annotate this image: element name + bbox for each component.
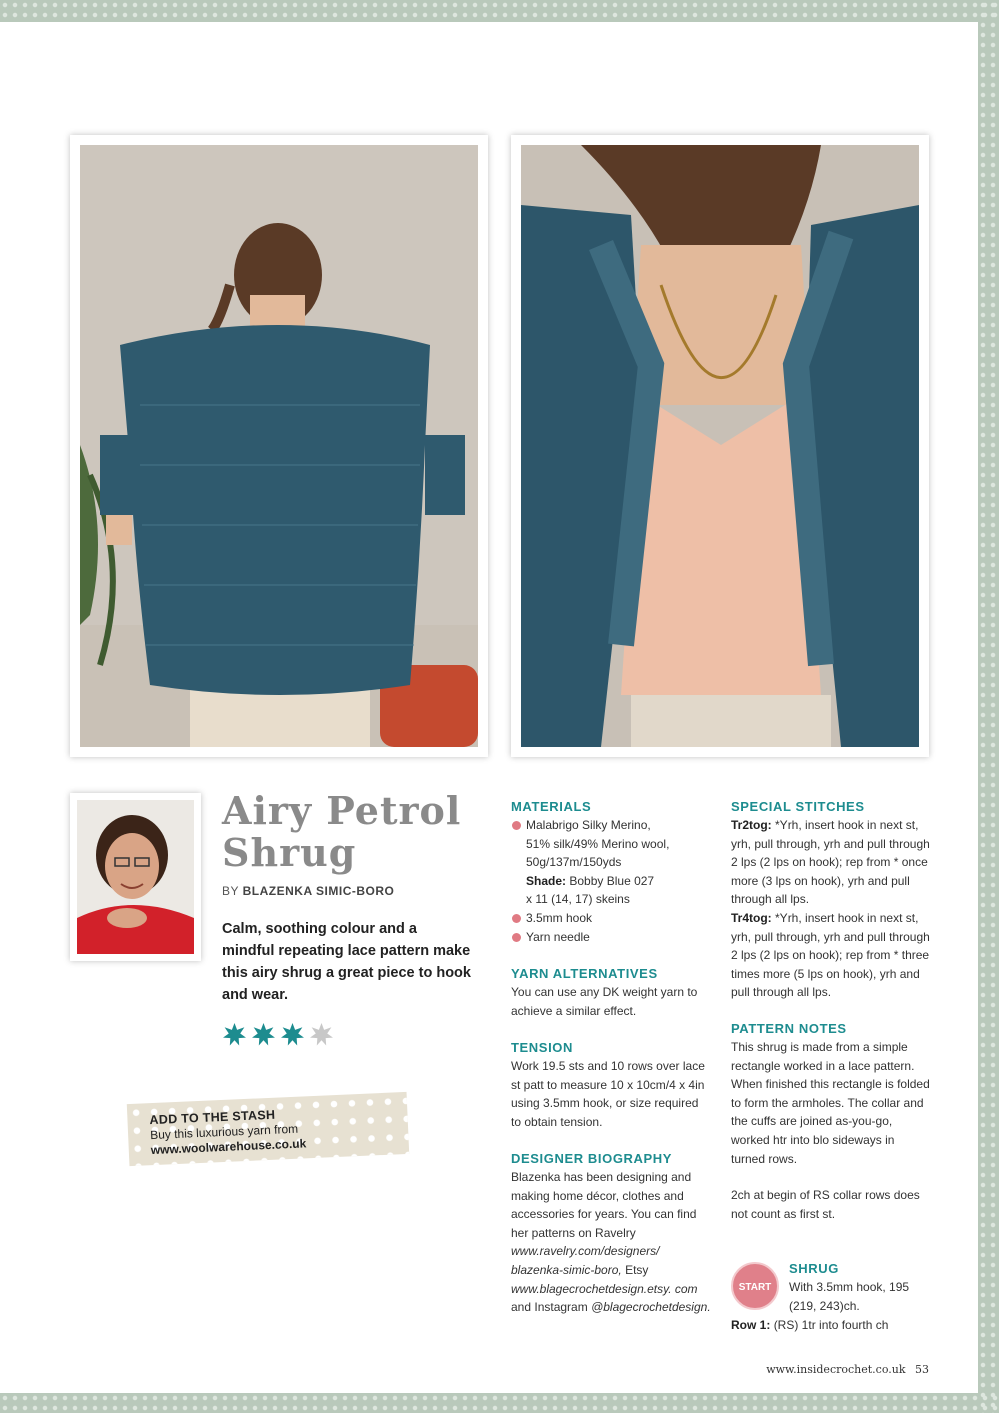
- page-footer: [766, 1363, 929, 1376]
- tr2tog-definition: [731, 816, 931, 909]
- pattern-notes-body-2: 2ch at begin of RS collar rows does not count as first st.: [731, 1188, 920, 1221]
- material-yarn-name: Malabrigo Silky Merino,: [526, 818, 651, 832]
- row-1-instruction: [731, 1316, 931, 1335]
- stash-line: Buy this luxurious yarn from: [149, 1121, 299, 1143]
- designer-portrait: [77, 800, 194, 954]
- footer-url[interactable]: www.insidecrochet.co.uk: [766, 1363, 906, 1376]
- photo-back-view: [70, 135, 488, 757]
- author-name: BLAZENKA SIMIC-BORO: [242, 884, 395, 898]
- photo-front-detail: [511, 135, 929, 757]
- list-item: Yarn needle: [511, 928, 711, 947]
- shrug-section: [789, 1260, 934, 1315]
- stash-heading: ADD TO THE STASH: [149, 1107, 276, 1128]
- designer-biography-section: [511, 1150, 711, 1317]
- list-item: [511, 816, 711, 909]
- page-border-right: [978, 0, 999, 1413]
- material-shade: [526, 872, 711, 891]
- shrug-heading: SHRUG: [789, 1261, 839, 1276]
- designer-heading: DESIGNER BIOGRAPHY: [511, 1151, 673, 1166]
- yarn-alternatives-section: [511, 965, 711, 1020]
- page-border-bottom: [0, 1393, 999, 1413]
- tr4tog-text: *Yrh, insert hook in next st, yrh, pull through, yrh and pull through 2 lps (2 lps on hook); rep from * three times more (5 lps on hook), yrh and pull through all lps.: [731, 910, 930, 1000]
- pattern-notes-section: [731, 1020, 931, 1223]
- list-item: 3.5mm hook: [511, 909, 711, 928]
- special-stitches-heading: SPECIAL STITCHES: [731, 799, 865, 814]
- shade-value: Bobby Blue 027: [569, 873, 655, 888]
- start-badge: START: [731, 1262, 779, 1310]
- designer-body: [511, 1168, 711, 1317]
- shrug-back-photo: [80, 145, 478, 747]
- tr2tog-label: Tr2tog:: [731, 818, 772, 832]
- pattern-notes-heading: PATTERN NOTES: [731, 1021, 847, 1036]
- tension-section: [511, 1039, 711, 1131]
- yarn-alternatives-body: You can use any DK weight yarn to achieve a similar effect.: [511, 985, 698, 1018]
- article-intro: Calm, soothing colour and a mindful repeating lace pattern make this airy shrug a great piece to hook and wear.: [222, 921, 471, 1003]
- tr4tog-label: Tr4tog:: [731, 910, 772, 925]
- pattern-notes-body-1: This shrug is made from a simple rectangle worked in a lace pattern. When finished this rectangle is folded to form the armholes. The collar and the cuffs are joined as-you-go, worked htr into blo sideways in turned rows.: [731, 1040, 930, 1166]
- title-line-2: Shrug: [222, 830, 357, 875]
- tension-body: Work 19.5 sts and 10 rows over lace st patt to measure 10 x 10cm/4 x 4in using 3.5mm hook, or size required to obtain tension.: [511, 1059, 705, 1129]
- shrug-front-photo: [521, 145, 919, 747]
- material-yarn-fibre: 51% silk/49% Merino wool,: [526, 836, 670, 851]
- designer-photo: [70, 793, 201, 961]
- add-to-stash-tape: [127, 1092, 409, 1166]
- special-stitches-section: [731, 798, 931, 1002]
- material-skeins: x 11 (14, 17) skeins: [526, 892, 630, 907]
- row-1-text: (RS) 1tr into fourth ch: [773, 1318, 889, 1332]
- tr4tog-definition: [731, 909, 931, 1002]
- byline: [222, 884, 394, 898]
- star-filled-icon: [251, 1022, 276, 1047]
- designer-bio-text: Blazenka has been designing and making home décor, clothes and accessories for years. You can find her patterns on Ravelry: [511, 1170, 697, 1240]
- page-number: 53: [915, 1363, 929, 1376]
- tr2tog-text: *Yrh, insert hook in next st, yrh, pull through, yrh and pull through 2 lps (2 lps on hook); rep from * once more (3 lps on hook), yrh and pull through all lps.: [731, 818, 930, 907]
- star-empty-icon: [309, 1022, 334, 1047]
- star-filled-icon: [280, 1022, 305, 1047]
- etsy-link[interactable]: www.blagecrochetdesign.etsy. com: [511, 1281, 698, 1296]
- yarn-alternatives-heading: YARN ALTERNATIVES: [511, 966, 658, 981]
- article-title: [222, 790, 482, 874]
- instagram-label: and Instagram: [511, 1300, 588, 1315]
- ravelry-link[interactable]: www.ravelry.com/designers/ blazenka-simic-boro,: [511, 1244, 660, 1277]
- page-border-top: [0, 0, 999, 22]
- difficulty-rating: [222, 1022, 334, 1047]
- star-filled-icon: [222, 1022, 247, 1047]
- instagram-handle[interactable]: @blagecrochetdesign.: [591, 1300, 711, 1315]
- etsy-label: Etsy: [625, 1262, 649, 1277]
- material-yarn-weight: 50g/137m/150yds: [526, 855, 622, 870]
- materials-list: [511, 816, 711, 946]
- materials-heading: MATERIALS: [511, 799, 592, 814]
- row-1-label: Row 1:: [731, 1318, 771, 1332]
- tension-heading: TENSION: [511, 1040, 573, 1055]
- stash-url-link[interactable]: www.woolwarehouse.co.uk: [150, 1136, 307, 1158]
- shrug-body: With 3.5mm hook, 195 (219, 243)ch.: [789, 1280, 910, 1313]
- materials-section: [511, 798, 711, 946]
- byline-prefix: BY: [222, 884, 239, 898]
- title-line-1: Airy Petrol: [222, 788, 462, 833]
- shade-label: Shade:: [526, 873, 567, 888]
